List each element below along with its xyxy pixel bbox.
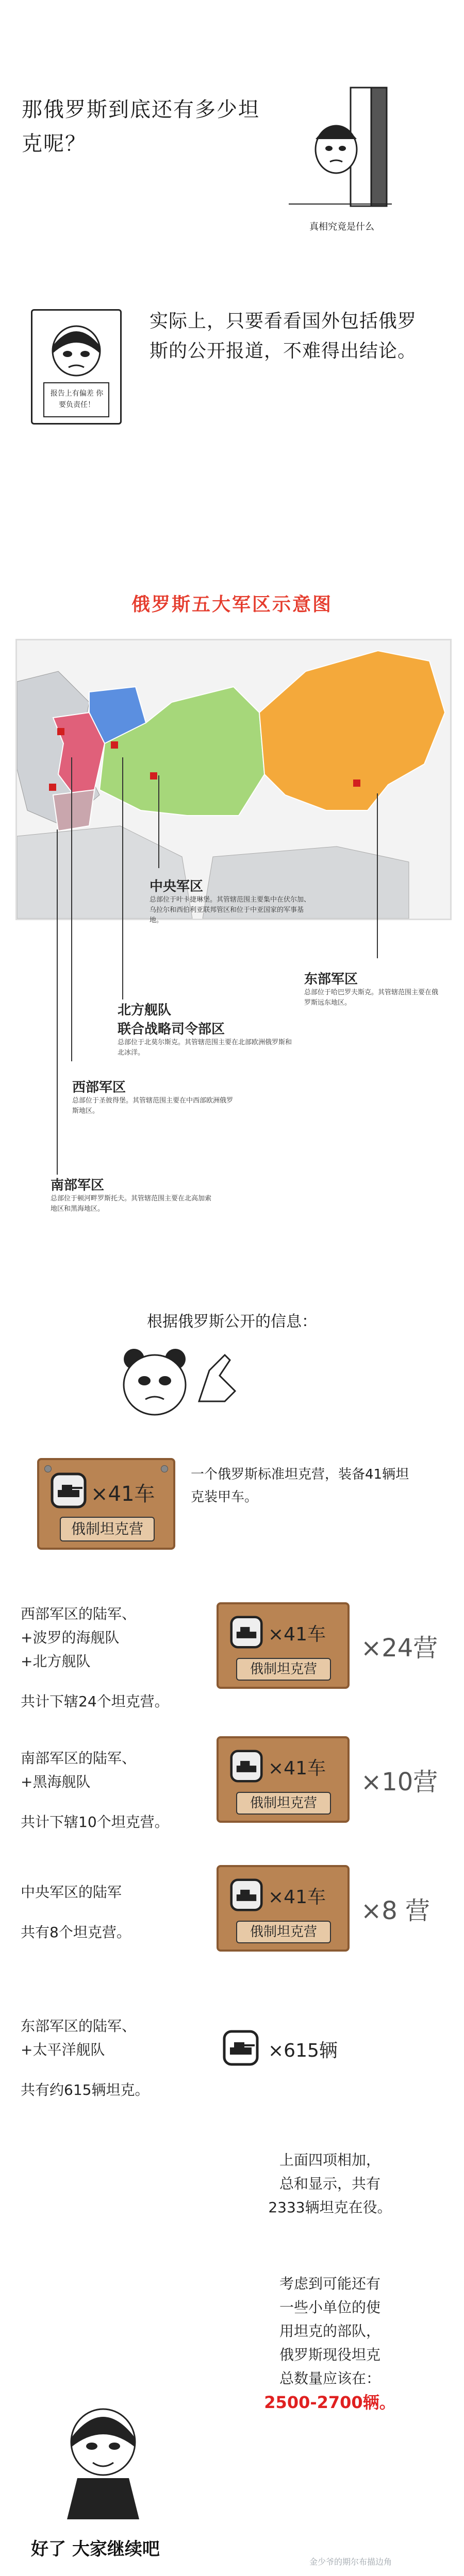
tank-card-count: ×41车: [268, 1887, 326, 1908]
card-pin: [161, 1465, 168, 1472]
estimate: [242, 2272, 418, 2414]
group-line: 东部军区的陆军、: [21, 2018, 137, 2035]
district-south-title: 南部军区: [51, 1178, 105, 1193]
group-line: +北方舰队: [21, 1653, 91, 1670]
intro-answer: 实际上，只要看看国外包括俄罗斯的公开报道，不难得出结论。: [150, 311, 417, 362]
district-north-note: 总部位于北莫尔斯克。其管辖范围主要在北部欧洲俄罗斯和北冰洋。: [118, 1039, 292, 1057]
tank-battalion-card: [37, 1458, 175, 1550]
estimate-range: 2500-2700辆。: [264, 2393, 396, 2412]
group-line: 中央军区的陆军: [21, 1884, 122, 1901]
tank-icon: [51, 1472, 87, 1509]
group-west-multiplier: ×24营: [361, 1634, 438, 1663]
group-line: 西部军区的陆军、: [21, 1605, 137, 1622]
truth-caption: 真相究竟是什么: [309, 222, 374, 232]
district-east-note: 总部位于哈巴罗夫斯克。其管辖范围主要在俄罗斯远东地区。: [304, 989, 439, 1007]
tank-card-count: ×41车: [268, 1624, 326, 1645]
battalion-note: 一个俄罗斯标准坦克营，装备41辆坦克装甲车。: [191, 1467, 409, 1505]
tank-card-label-box: [60, 1517, 155, 1541]
district-west: [72, 1077, 237, 1116]
panda-face: [113, 1340, 196, 1422]
outro-character: [57, 2396, 150, 2530]
leader-line-north: [122, 757, 123, 999]
tank-card-label-box: [236, 1921, 331, 1943]
peeking-character: [289, 82, 397, 216]
estimate-line: 俄罗斯现役坦克: [279, 2346, 380, 2363]
tank-card-label: 俄制坦克营: [250, 1795, 317, 1811]
map-title: 俄罗斯五大军区示意图: [131, 594, 333, 615]
group-line: 南部军区的陆军、: [21, 1750, 137, 1767]
district-north: [118, 999, 293, 1058]
group-west-text: [21, 1602, 217, 1714]
east-count: ×615辆: [268, 2040, 338, 2061]
card-pin: [44, 1465, 52, 1472]
intro-question: 那俄罗斯到底还有多少坦克呢？: [22, 98, 260, 156]
south-district-region: [53, 790, 94, 831]
group-central-multiplier: ×8 营: [361, 1896, 430, 1925]
tank-battalion-card: [217, 1602, 350, 1689]
group-south-text: [21, 1747, 217, 1834]
district-south: [51, 1175, 216, 1214]
tank-card-label: 俄制坦克营: [250, 1924, 317, 1940]
tank-card-label: 俄制坦克营: [250, 1662, 317, 1677]
tank-icon: [230, 1878, 263, 1911]
district-central: [150, 876, 314, 926]
tank-icon: [230, 1616, 263, 1649]
tank-icon: [223, 2030, 259, 2066]
group-south-multiplier: ×10营: [361, 1768, 438, 1797]
group-total: 共计下辖10个坦克营。: [21, 1814, 169, 1831]
district-east: [304, 969, 438, 1008]
group-central-text: [21, 1880, 217, 1944]
tank-card-label: 俄制坦克营: [71, 1520, 143, 1537]
leader-line-south: [57, 829, 58, 1175]
summary-line: 总和显示，共有: [279, 2175, 380, 2192]
summary-line: 上面四项相加，: [279, 2151, 380, 2168]
tank-battalion-card: [217, 1736, 350, 1823]
tank-icon: [230, 1750, 263, 1783]
group-line: +太平洋舰队: [21, 2041, 105, 2058]
leader-line-east: [377, 793, 378, 958]
estimate-line: 用坦克的部队，: [279, 2323, 380, 2340]
tank-card-count: ×41车: [91, 1482, 155, 1506]
estimate-line: 考虑到可能还有: [279, 2275, 380, 2292]
district-central-note: 总部位于叶卡捷琳堡。其管辖范围主要集中在伏尔加、乌拉尔和西伯利亚联邦管区和位于中亚国家的军事基地。: [150, 896, 311, 924]
summary: [242, 2148, 418, 2219]
district-north-title: 北方舰队 联合战略司令部区: [118, 1003, 225, 1037]
group-line: +波罗的海舰队: [21, 1629, 120, 1646]
district-central-title: 中央军区: [150, 879, 204, 894]
tank-card-count: ×41车: [268, 1758, 326, 1779]
group-total: 共计下辖24个坦克营。: [21, 1693, 169, 1710]
outro-text: 好了 大家继续吧: [31, 2539, 160, 2560]
tank-card-label-box: [236, 1792, 331, 1815]
sign-text: 报告上有偏差 你要负责任！: [50, 389, 104, 409]
sign-holder-panel: [31, 309, 122, 425]
district-south-note: 总部位于顿河畔罗斯托夫。其管辖范围主要在北高加索地区和黑海地区。: [51, 1195, 212, 1213]
info-intro: 根据俄罗斯公开的信息：: [147, 1313, 317, 1331]
estimate-line: 总数量应该在：: [279, 2370, 380, 2387]
district-east-title: 东部军区: [304, 972, 358, 987]
leader-line-west: [71, 757, 72, 1061]
tank-card-label-box: [236, 1658, 331, 1681]
group-total: 共有8个坦克营。: [21, 1924, 131, 1941]
pointing-hand-icon: [194, 1350, 240, 1406]
group-line: +黑海舰队: [21, 1773, 91, 1790]
summary-line: 2333辆坦克在役。: [268, 2199, 392, 2216]
district-west-note: 总部位于圣彼得堡。其管辖范围主要在中西部欧洲俄罗斯地区。: [72, 1097, 234, 1115]
group-total: 共有约615辆坦克。: [21, 2081, 150, 2098]
leader-line-central: [158, 775, 159, 868]
district-west-title: 西部军区: [72, 1080, 126, 1095]
tank-battalion-card: [217, 1865, 350, 1952]
watermark: 金少爷的期尔布描边角: [309, 2557, 392, 2567]
group-east-text: [21, 2014, 227, 2102]
estimate-line: 一些小单位的使: [279, 2299, 380, 2316]
